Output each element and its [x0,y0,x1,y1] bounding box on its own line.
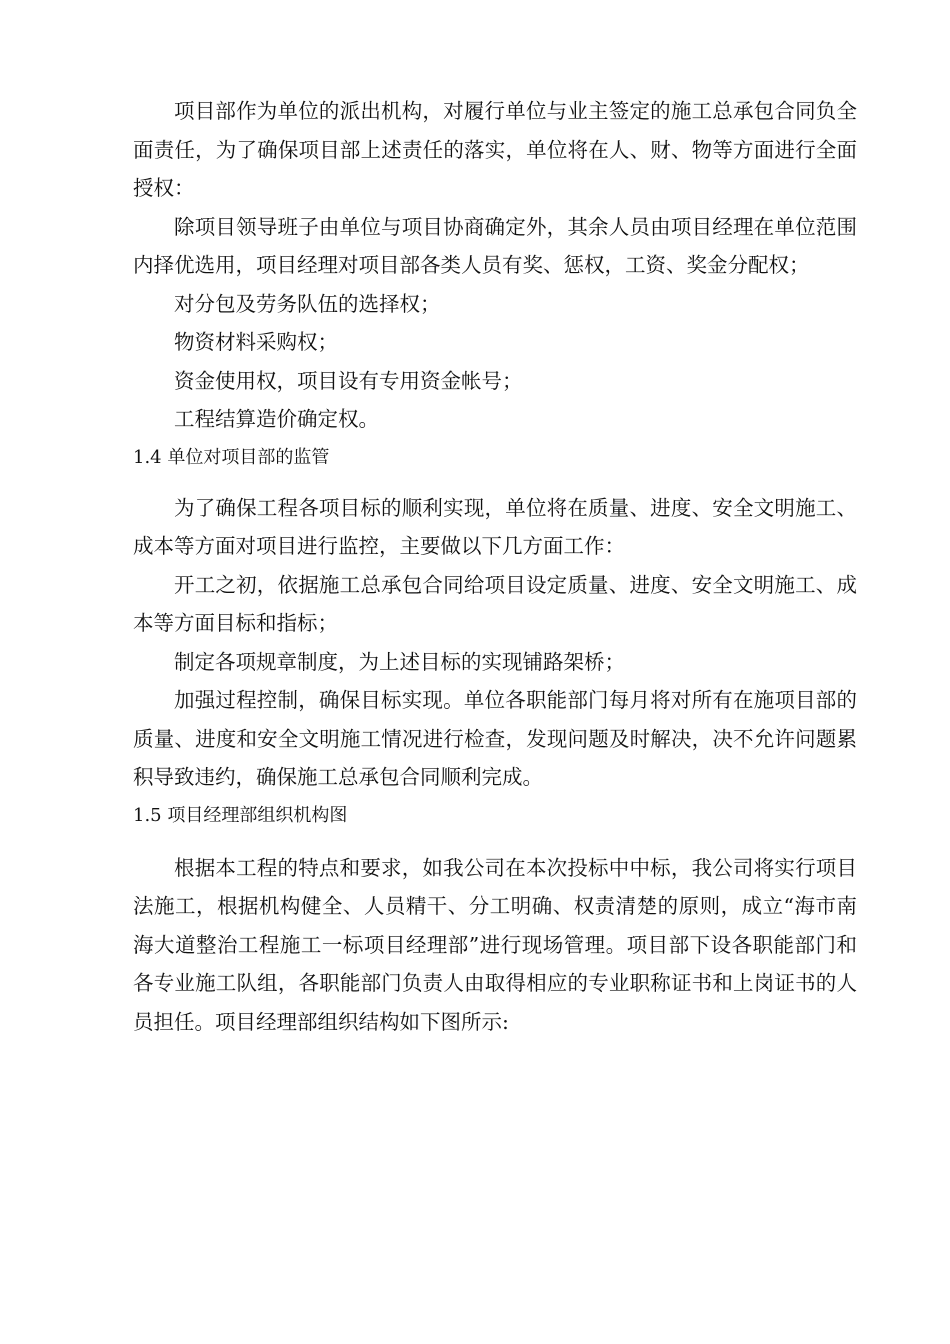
paragraph-organization: 根据本工程的特点和要求，如我公司在本次投标中中标，我公司将实行项目法施工，根据机构健全、人员精干、分工明确、权责清楚的原则，成立“海市南海大道整治工程施工一标项目经理部”进行现场管理。项目部下设各职能部门和各专业施工队组，各职能部门负责人由取得相应的专业职称证书和上岗证书的人员担任。项目经理部组织结构如下图所示: [133,855,857,1034]
paragraph-authorization-intro: 项目部作为单位的派出机构，对履行单位与业主签定的施工总承包合同负全面责任，为了确保项目部上述责任的落实，单位将在人、财、物等方面进行全面授权： [133,99,857,200]
paragraph-fund-rights: 资金使用权，项目设有专用资金帐号； [174,368,523,393]
section-heading-1-5: 1.5 项目经理部组织机构图 [133,804,348,826]
document-body [133,92,857,1041]
paragraph-personnel-rights: 除项目领导班子由单位与项目协商确定外，其余人员由项目经理在单位范围内择优选用，项目经理对项目部各类人员有奖、惩权，工资、奖金分配权； [133,214,857,277]
paragraph-settlement-rights: 工程结算造价确定权。 [174,407,379,431]
paragraph-subcontract-rights: 对分包及劳务队伍的选择权； [174,291,441,316]
paragraph-supervision-intro: 为了确保工程各项目标的顺利实现，单位将在质量、进度、安全文明施工、成本等方面对项目进行监控，主要做以下几方面工作： [133,495,857,558]
paragraph-target-setting: 开工之初，依据施工总承包合同给项目设定质量、进度、安全文明施工、成本等方面目标和指标； [133,572,857,635]
section-heading-1-4: 1.4 单位对项目部的监管 [133,446,330,468]
paragraph-procurement-rights: 物资材料采购权； [174,330,338,354]
paragraph-regulations: 制定各项规章制度，为上述目标的实现铺路架桥； [174,649,625,674]
paragraph-process-control: 加强过程控制，确保目标实现。单位各职能部门每月将对所有在施项目部的质量、进度和安全文明施工情况进行检查，发现问题及时解决，决不允许问题累积导致违约，确保施工总承包合同顺利完成。 [133,688,857,789]
